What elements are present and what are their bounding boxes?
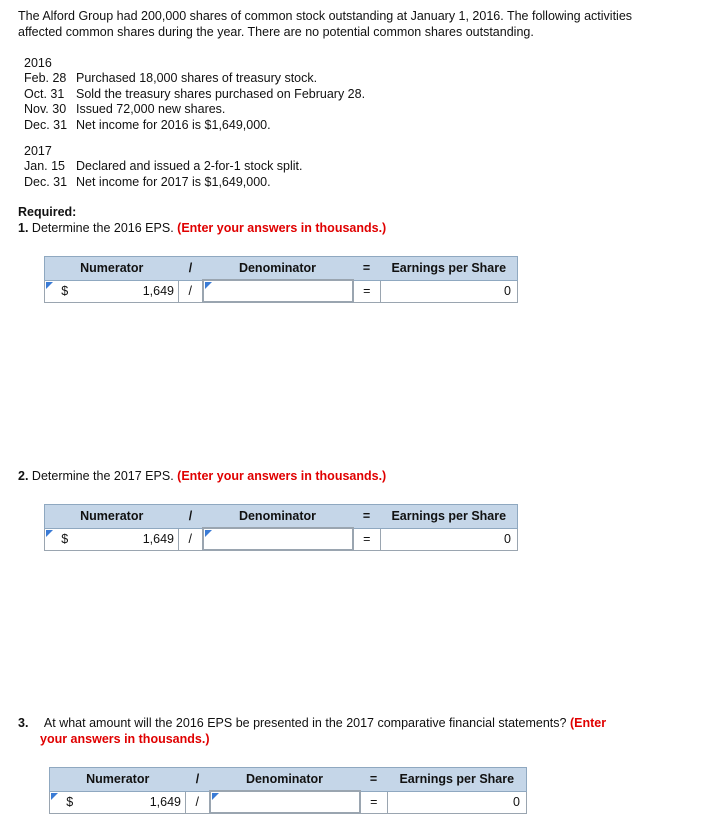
header-slash: / xyxy=(179,505,203,529)
header-slash: / xyxy=(179,257,203,281)
numerator-value: 1,649 xyxy=(90,791,186,813)
equals-sign: = xyxy=(360,791,388,813)
divide-sign: / xyxy=(179,528,203,550)
numerator-value: 1,649 xyxy=(85,528,179,550)
question-number: 1. xyxy=(18,221,29,235)
flag-icon xyxy=(46,530,53,537)
denominator-input[interactable] xyxy=(204,529,352,549)
event-row xyxy=(24,159,303,175)
header-equals: = xyxy=(353,257,381,281)
flag-icon xyxy=(212,793,219,800)
table-header-row xyxy=(45,257,518,281)
header-eps: Earnings per Share xyxy=(388,768,527,792)
question-note-continued: your answers in thousands.) xyxy=(40,732,210,746)
divide-sign: / xyxy=(186,791,210,813)
currency-symbol: $ xyxy=(61,284,69,298)
header-slash: / xyxy=(186,768,210,792)
events-2017 xyxy=(24,143,303,190)
event-date: Dec. 31 xyxy=(24,174,68,189)
event-text: Sold the treasury shares purchased on February 28. xyxy=(76,86,366,101)
required-label: Required: xyxy=(18,205,77,219)
table-header-row xyxy=(45,505,518,529)
header-denominator: Denominator xyxy=(203,505,353,529)
eps-value: 0 xyxy=(381,280,518,302)
question-3 xyxy=(18,715,658,747)
question-note: (Enter your answers in thousands.) xyxy=(177,221,387,235)
event-text: Issued 72,000 new shares. xyxy=(76,102,226,116)
event-date: Nov. 30 xyxy=(24,102,67,116)
question-1 xyxy=(18,220,386,236)
question-number: 2. xyxy=(18,469,29,483)
currency-cell xyxy=(45,280,85,302)
event-text: Declared and issued a 2-for-1 stock split. xyxy=(76,159,303,173)
question-text: Determine the 2016 EPS. xyxy=(31,221,174,235)
table-row xyxy=(50,791,527,813)
event-date: Jan. 15 xyxy=(24,159,66,173)
denominator-cell[interactable] xyxy=(203,528,353,550)
eps-value: 0 xyxy=(381,528,518,550)
numerator-value: 1,649 xyxy=(85,280,179,302)
problem-intro: The Alford Group had 200,000 shares of common stock outstanding at January 1, 2016. The following activities affected common shares during the year. There are no potential common shares outstanding. xyxy=(18,9,633,39)
question-note: (Enter xyxy=(569,716,607,730)
question-text: At what amount will the 2016 EPS be presented in the 2017 comparative financial statements? xyxy=(43,716,567,730)
eps-table-1 xyxy=(44,256,518,303)
event-date: Dec. 31 xyxy=(24,117,68,132)
eps-value: 0 xyxy=(388,791,527,813)
currency-symbol: $ xyxy=(66,795,74,809)
question-2 xyxy=(18,468,386,484)
header-eps: Earnings per Share xyxy=(381,505,518,529)
header-numerator: Numerator xyxy=(45,257,179,281)
currency-symbol: $ xyxy=(61,532,69,546)
event-date: Oct. 31 xyxy=(24,86,65,101)
flag-icon xyxy=(205,530,212,537)
denominator-input[interactable] xyxy=(211,792,359,812)
divide-sign: / xyxy=(179,280,203,302)
header-eps: Earnings per Share xyxy=(381,257,518,281)
event-text: Net income for 2016 is $1,649,000. xyxy=(76,117,271,132)
eps-table-3 xyxy=(49,767,527,814)
equals-sign: = xyxy=(353,280,381,302)
event-row xyxy=(24,71,365,87)
header-equals: = xyxy=(353,505,381,529)
events-2016 xyxy=(24,55,365,133)
year-2017-label: 2017 xyxy=(24,144,52,158)
question-text: Determine the 2017 EPS. xyxy=(31,469,174,483)
denominator-cell[interactable] xyxy=(203,280,353,302)
question-note: (Enter your answers in thousands.) xyxy=(177,469,387,483)
question-number: 3. xyxy=(18,716,29,730)
header-numerator: Numerator xyxy=(45,505,179,529)
event-text: Purchased 18,000 shares of treasury stock. xyxy=(76,71,318,85)
table-header-row xyxy=(50,768,527,792)
event-date: Feb. 28 xyxy=(24,71,67,85)
flag-icon xyxy=(205,282,212,289)
flag-icon xyxy=(51,793,58,800)
table-row xyxy=(45,528,518,550)
event-row xyxy=(24,87,365,103)
event-row xyxy=(24,175,303,191)
header-numerator: Numerator xyxy=(50,768,186,792)
denominator-input[interactable] xyxy=(204,281,352,301)
equals-sign: = xyxy=(353,528,381,550)
table-row xyxy=(45,280,518,302)
currency-cell xyxy=(50,791,90,813)
header-equals: = xyxy=(360,768,388,792)
event-row xyxy=(24,118,365,134)
event-row xyxy=(24,102,365,118)
currency-cell xyxy=(45,528,85,550)
event-text: Net income for 2017 is $1,649,000. xyxy=(76,174,271,189)
flag-icon xyxy=(46,282,53,289)
year-2016-label: 2016 xyxy=(24,56,52,70)
eps-table-2 xyxy=(44,504,518,551)
header-denominator: Denominator xyxy=(210,768,360,792)
header-denominator: Denominator xyxy=(203,257,353,281)
denominator-cell[interactable] xyxy=(210,791,360,813)
